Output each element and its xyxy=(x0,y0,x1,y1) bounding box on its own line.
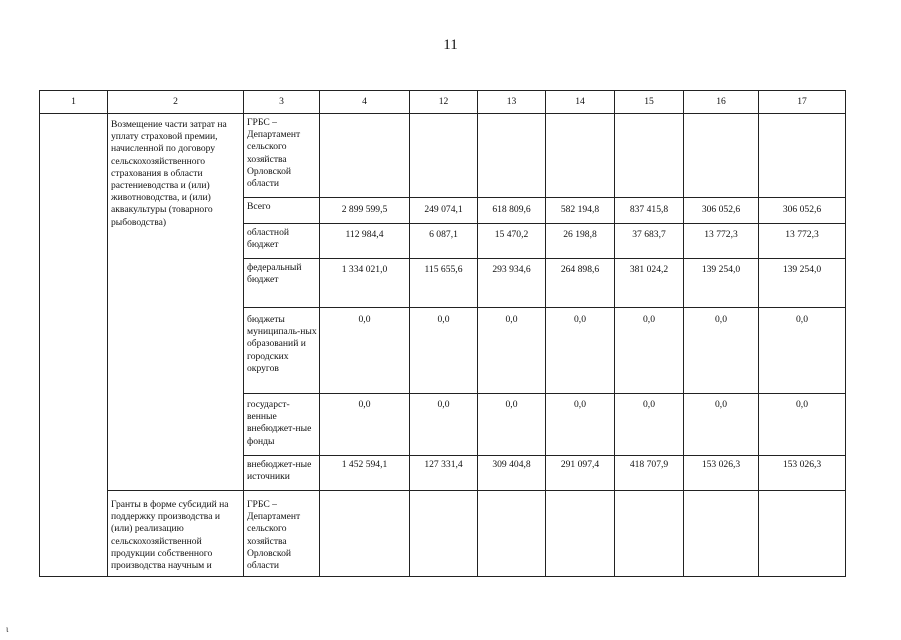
value-cell xyxy=(684,114,759,198)
value-cell: 306 052,6 xyxy=(759,198,846,224)
value-cell: 0,0 xyxy=(320,308,410,394)
value-cell xyxy=(320,114,410,198)
value-cell: 264 898,6 xyxy=(546,259,615,308)
column-header: 3 xyxy=(244,91,320,114)
table-row xyxy=(40,491,846,577)
value-cell: 37 683,7 xyxy=(615,224,684,259)
value-cell: 618 809,6 xyxy=(478,198,546,224)
value-cell: 1 334 021,0 xyxy=(320,259,410,308)
value-cell xyxy=(410,114,478,198)
value-cell: 0,0 xyxy=(615,308,684,394)
measure-description: Возмещение части затрат на уплату страховой премии, начисленной по договору сельскохозяйственного страхования в области растениеводства и (или) животноводства, и (или) аквакультуры (товарного рыбоводства) xyxy=(108,114,244,491)
value-cell: 0,0 xyxy=(759,394,846,456)
value-cell: 582 194,8 xyxy=(546,198,615,224)
page-number: 11 xyxy=(443,37,458,53)
value-cell: 127 331,4 xyxy=(410,456,478,491)
value-cell xyxy=(759,114,846,198)
column-header: 15 xyxy=(615,91,684,114)
value-cell: 309 404,8 xyxy=(478,456,546,491)
value-cell: 0,0 xyxy=(410,394,478,456)
value-cell xyxy=(546,491,615,577)
value-cell: 0,0 xyxy=(478,308,546,394)
value-cell xyxy=(615,491,684,577)
column-header: 13 xyxy=(478,91,546,114)
value-cell: 112 984,4 xyxy=(320,224,410,259)
value-cell: 291 097,4 xyxy=(546,456,615,491)
value-cell: 0,0 xyxy=(478,394,546,456)
value-cell: 0,0 xyxy=(320,394,410,456)
row-label: Всего xyxy=(244,198,320,224)
value-cell xyxy=(478,114,546,198)
value-cell xyxy=(410,491,478,577)
row-label: федеральный бюджет xyxy=(244,259,320,308)
value-cell xyxy=(615,114,684,198)
row-label: областной бюджет xyxy=(244,224,320,259)
row-label: внебюджет-ные источники xyxy=(244,456,320,491)
value-cell: 0,0 xyxy=(615,394,684,456)
grbs-label: ГРБС – Департамент сельского хозяйства Орловской области xyxy=(244,491,320,577)
column-header: 1 xyxy=(40,91,108,114)
column-header: 17 xyxy=(759,91,846,114)
value-cell: 293 934,6 xyxy=(478,259,546,308)
value-cell: 381 024,2 xyxy=(615,259,684,308)
value-cell: 6 087,1 xyxy=(410,224,478,259)
value-cell: 15 470,2 xyxy=(478,224,546,259)
value-cell: 0,0 xyxy=(684,308,759,394)
value-cell: 0,0 xyxy=(546,308,615,394)
value-cell xyxy=(478,491,546,577)
value-cell: 139 254,0 xyxy=(759,259,846,308)
value-cell xyxy=(684,491,759,577)
value-cell: 13 772,3 xyxy=(759,224,846,259)
number-cell xyxy=(40,114,108,577)
column-header: 4 xyxy=(320,91,410,114)
value-cell: 0,0 xyxy=(684,394,759,456)
column-header: 2 xyxy=(108,91,244,114)
value-cell xyxy=(546,114,615,198)
row-label: бюджеты муниципаль-ных образований и городских округов xyxy=(244,308,320,394)
value-cell: 249 074,1 xyxy=(410,198,478,224)
column-header: 16 xyxy=(684,91,759,114)
value-cell: 0,0 xyxy=(410,308,478,394)
column-header: 14 xyxy=(546,91,615,114)
value-cell: 418 707,9 xyxy=(615,456,684,491)
grbs-label: ГРБС – Департамент сельского хозяйства Орловской области xyxy=(244,114,320,198)
measure-description: Гранты в форме субсидий на поддержку производства и (или) реализацию сельскохозяйственной продукции собственного производства научным и xyxy=(108,491,244,577)
budget-table xyxy=(39,90,846,577)
value-cell: 0,0 xyxy=(546,394,615,456)
value-cell: 115 655,6 xyxy=(410,259,478,308)
value-cell: 153 026,3 xyxy=(684,456,759,491)
value-cell: 306 052,6 xyxy=(684,198,759,224)
value-cell: 26 198,8 xyxy=(546,224,615,259)
value-cell: 0,0 xyxy=(759,308,846,394)
value-cell: 13 772,3 xyxy=(684,224,759,259)
value-cell: 1 452 594,1 xyxy=(320,456,410,491)
table-row xyxy=(40,114,846,198)
value-cell xyxy=(320,491,410,577)
value-cell: 139 254,0 xyxy=(684,259,759,308)
value-cell: 153 026,3 xyxy=(759,456,846,491)
value-cell: 2 899 599,5 xyxy=(320,198,410,224)
column-header: 12 xyxy=(410,91,478,114)
scan-mark: ι xyxy=(6,624,9,634)
value-cell: 837 415,8 xyxy=(615,198,684,224)
row-label: государст-венные внебюджет-ные фонды xyxy=(244,394,320,456)
value-cell xyxy=(759,491,846,577)
table-header-row xyxy=(40,91,846,114)
